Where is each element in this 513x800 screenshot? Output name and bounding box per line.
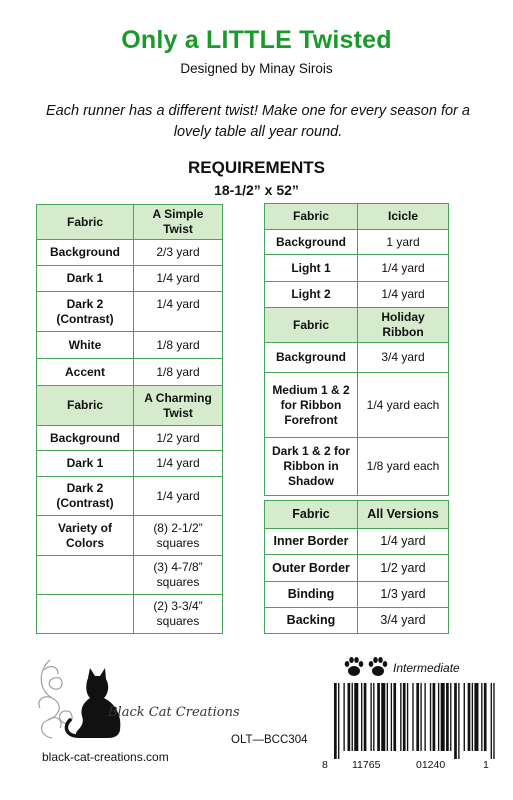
- icicle-holiday-ribbon-table: [264, 203, 449, 496]
- table-row: [265, 529, 449, 555]
- amount-cell: 3/4 yard: [358, 343, 449, 373]
- header-cell: Fabric: [37, 386, 134, 426]
- fabric-cell: [37, 556, 134, 595]
- paw-print-icon: [343, 656, 391, 678]
- amount-cell: 1/4 yard: [358, 529, 449, 555]
- table-header-row: [37, 205, 223, 240]
- fabric-cell: Background: [37, 426, 134, 451]
- barcode-icon: [330, 683, 500, 759]
- amount-cell: 1/8 yard: [134, 332, 223, 359]
- header-cell: Holiday Ribbon: [358, 308, 449, 343]
- header-cell: Fabric: [37, 205, 134, 240]
- fabric-cell: Accent: [37, 359, 134, 386]
- amount-cell: 1/3 yard: [358, 582, 449, 608]
- amount-cell: (3) 4-7/8” squares: [134, 556, 223, 595]
- fabric-cell: Dark 2 (Contrast): [37, 292, 134, 332]
- designer-credit: Designed by Minay Sirois: [180, 61, 333, 76]
- fabric-cell: Dark 1: [37, 266, 134, 292]
- table-row: [37, 240, 223, 266]
- fabric-cell: Variety of Colors: [37, 516, 134, 556]
- table-row: [37, 359, 223, 386]
- table-row: [37, 556, 223, 595]
- table-row: [37, 595, 223, 634]
- table-header-row: [265, 308, 449, 343]
- header-cell: A Simple Twist: [134, 205, 223, 240]
- fabric-cell: Medium 1 & 2 for Ribbon Forefront: [265, 373, 358, 438]
- amount-cell: 1/4 yard each: [358, 373, 449, 438]
- table-row: [37, 451, 223, 477]
- barcode-digit: 8: [322, 759, 328, 771]
- table-row: [37, 516, 223, 556]
- table-row: [265, 608, 449, 634]
- fabric-cell: Background: [265, 230, 358, 255]
- table-row: [37, 477, 223, 516]
- table-header-row: [265, 204, 449, 230]
- fabric-cell: Binding: [265, 582, 358, 608]
- amount-cell: 3/4 yard: [358, 608, 449, 634]
- fabric-cell: Light 1: [265, 255, 358, 282]
- table-row: [265, 438, 449, 496]
- fabric-cell: Inner Border: [265, 529, 358, 555]
- fabric-cell: Dark 1 & 2 for Ribbon in Shadow: [265, 438, 358, 496]
- amount-cell: 1/8 yard: [134, 359, 223, 386]
- fabric-cell: Outer Border: [265, 555, 358, 582]
- header-cell: Fabric: [265, 204, 358, 230]
- barcode-digit: 11765: [352, 759, 381, 771]
- amount-cell: 1/4 yard: [134, 292, 223, 332]
- amount-cell: (8) 2-1/2” squares: [134, 516, 223, 556]
- intro-text: Each runner has a different twist! Make one for every season for a lovely table all year round.: [46, 103, 470, 140]
- amount-cell: 1/2 yard: [358, 555, 449, 582]
- amount-cell: 2/3 yard: [134, 240, 223, 266]
- website-link[interactable]: black-cat-creations.com: [42, 750, 169, 764]
- fabric-cell: Light 2: [265, 282, 358, 308]
- table-row: [265, 282, 449, 308]
- header-cell: All Versions: [358, 501, 449, 529]
- table-header-row: [265, 501, 449, 529]
- table-row: [37, 332, 223, 359]
- table-row: [265, 555, 449, 582]
- amount-cell: 1/8 yard each: [358, 438, 449, 496]
- amount-cell: 1/4 yard: [134, 451, 223, 477]
- header-cell: A Charming Twist: [134, 386, 223, 426]
- table-row: [37, 292, 223, 332]
- table-row: [265, 230, 449, 255]
- brand-name: Black Cat Creations: [108, 705, 240, 720]
- table-row: [265, 582, 449, 608]
- product-code: OLT—BCC304: [231, 734, 308, 746]
- barcode-digit: 01240: [416, 759, 446, 771]
- amount-cell: 1/4 yard: [358, 282, 449, 308]
- barcode-digit: 1: [483, 759, 489, 771]
- table-row: [37, 426, 223, 451]
- header-cell: Fabric: [265, 501, 358, 529]
- amount-cell: 1/4 yard: [134, 477, 223, 516]
- table-header-row: [37, 386, 223, 426]
- all-versions-table: [264, 500, 449, 634]
- fabric-cell: [37, 595, 134, 634]
- amount-cell: 1/4 yard: [134, 266, 223, 292]
- header-cell: Fabric: [265, 308, 358, 343]
- fabric-cell: Backing: [265, 608, 358, 634]
- amount-cell: 1 yard: [358, 230, 449, 255]
- fabric-cell: White: [37, 332, 134, 359]
- table-row: [265, 373, 449, 438]
- amount-cell: 1/4 yard: [358, 255, 449, 282]
- amount-cell: 1/2 yard: [134, 426, 223, 451]
- table-row: [37, 266, 223, 292]
- fabric-cell: Dark 1: [37, 451, 134, 477]
- table-row: [265, 343, 449, 373]
- table-row: [265, 255, 449, 282]
- simple-charming-twist-table: [36, 204, 223, 634]
- skill-level: Intermediate: [393, 661, 460, 675]
- fabric-cell: Dark 2 (Contrast): [37, 477, 134, 516]
- header-cell: Icicle: [358, 204, 449, 230]
- fabric-cell: Background: [37, 240, 134, 266]
- pattern-title: Only a LITTLE Twisted: [121, 26, 392, 54]
- finished-size: 18-1/2” x 52”: [214, 182, 299, 198]
- requirements-heading: REQUIREMENTS: [188, 158, 325, 177]
- black-cat-logo-icon: [30, 650, 230, 745]
- amount-cell: (2) 3-3/4” squares: [134, 595, 223, 634]
- fabric-cell: Background: [265, 343, 358, 373]
